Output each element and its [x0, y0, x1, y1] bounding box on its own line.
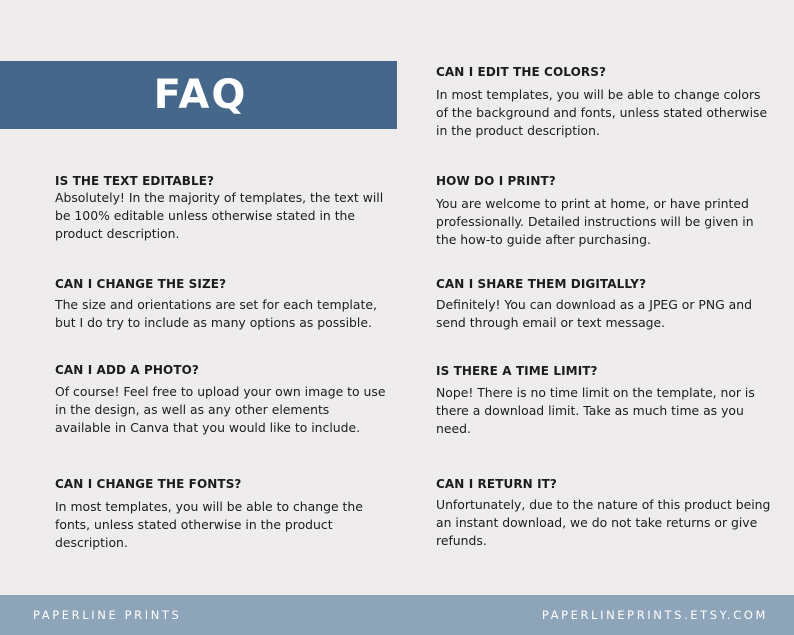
faq-item [55, 362, 387, 437]
faq-item [436, 64, 772, 140]
faq-question: IS THE TEXT EDITABLE? [55, 174, 215, 188]
faq-item [436, 276, 772, 332]
faq-answer: Nope! There is no time limit on the template, nor is there a download limit. Take as much time as you need. [436, 385, 755, 436]
faq-item [55, 276, 387, 332]
faq-item [55, 476, 387, 552]
faq-question: CAN I CHANGE THE SIZE? [55, 277, 227, 291]
faq-item [436, 173, 772, 249]
faq-question: IS THERE A TIME LIMIT? [436, 364, 598, 378]
faq-question: CAN I RETURN IT? [436, 477, 557, 491]
faq-answer: In most templates, you will be able to change the fonts, unless stated otherwise in the product description. [55, 499, 363, 550]
faq-item [436, 476, 772, 550]
faq-answer: In most templates, you will be able to change colors of the background and fonts, unless stated otherwise in the product description. [436, 87, 768, 138]
faq-answer: Absolutely! In the majority of templates, the text will be 100% editable unless otherwise stated in the product description. [55, 190, 384, 241]
footer-bar [0, 595, 794, 635]
faq-answer: Definitely! You can download as a JPEG or PNG and send through email or text message. [436, 297, 752, 330]
faq-question: CAN I EDIT THE COLORS? [436, 65, 607, 79]
faq-banner [0, 61, 397, 129]
faq-question: HOW DO I PRINT? [436, 174, 556, 188]
faq-question: CAN I ADD A PHOTO? [55, 363, 199, 377]
faq-answer: You are welcome to print at home, or have printed professionally. Detailed instructions will be given in the how-to guide after purchasing. [436, 196, 754, 247]
page-title: FAQ [153, 72, 248, 118]
faq-item [436, 363, 772, 438]
faq-answer: Of course! Feel free to upload your own image to use in the design, as well as any other elements available in Canva that you would like to include. [55, 384, 386, 435]
footer-url: PAPERLINEPRINTS.ETSY.COM [541, 608, 768, 622]
faq-question: CAN I SHARE THEM DIGITALLY? [436, 277, 647, 291]
faq-question: CAN I CHANGE THE FONTS? [55, 477, 242, 491]
faq-item [55, 173, 387, 243]
footer-brand: PAPERLINE PRINTS [33, 608, 182, 622]
faq-answer: Unfortunately, due to the nature of this product being an instant download, we do not take returns or give refunds. [436, 497, 771, 548]
faq-answer: The size and orientations are set for each template, but I do try to include as many options as possible. [55, 297, 377, 330]
